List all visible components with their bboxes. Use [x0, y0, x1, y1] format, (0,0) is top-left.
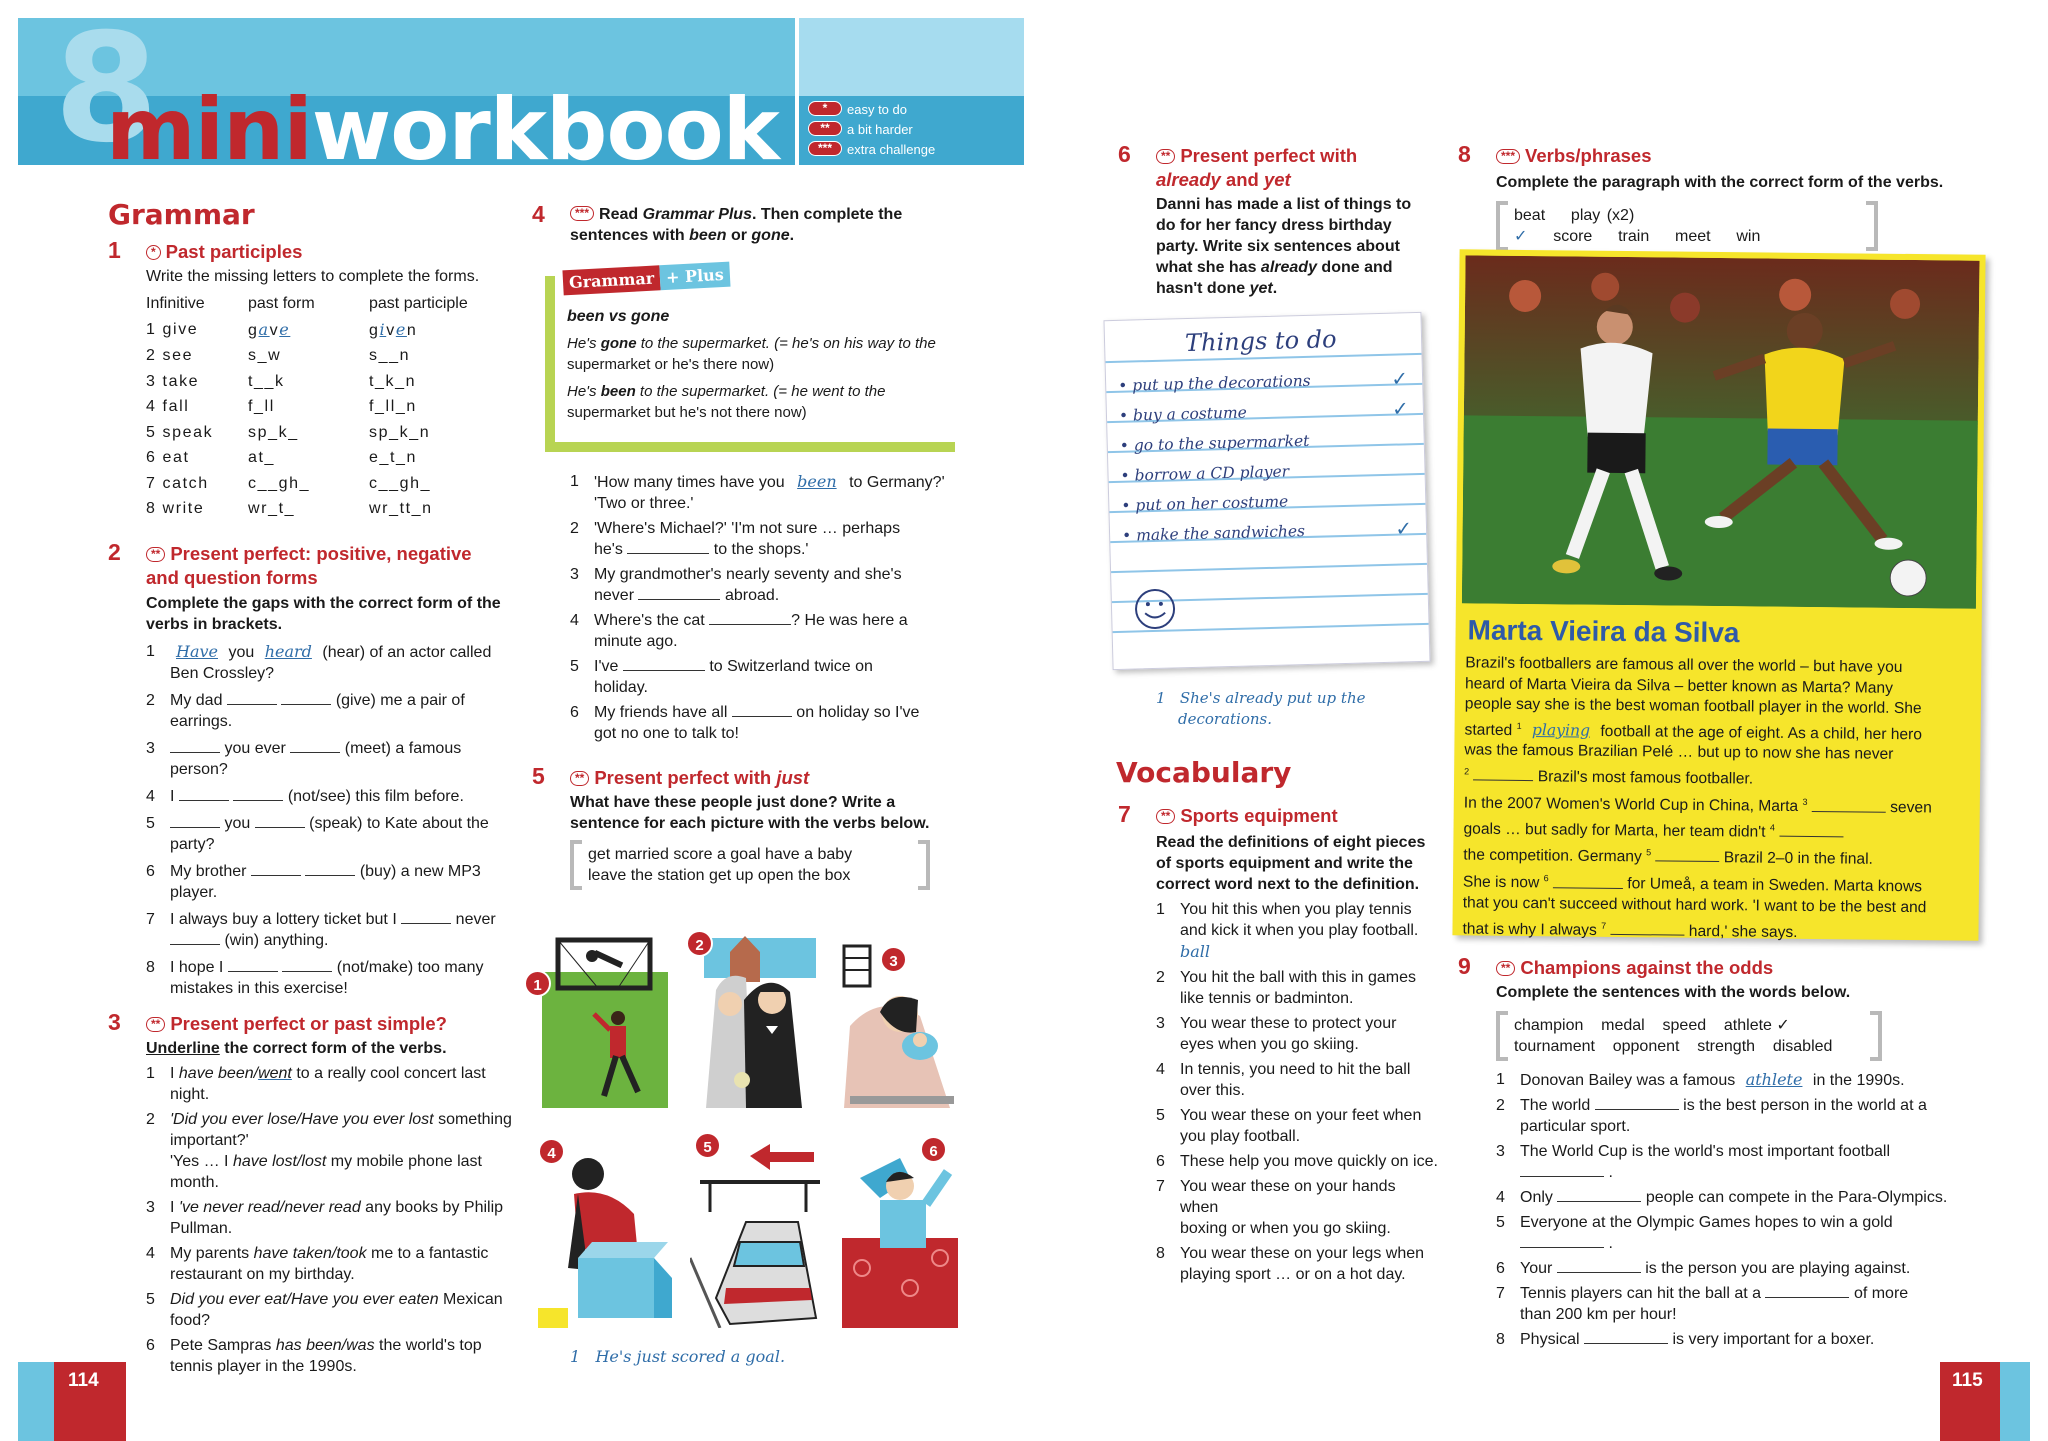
- list-item: 3 I 've never read/never read any books by Philip Pullman.: [146, 1199, 504, 1237]
- legend-text: a bit harder: [847, 122, 913, 137]
- instruction: Write the missing letters to complete the forms.: [146, 268, 480, 285]
- word-box: champion medal speed athlete ✓ tournament opponent strength disabled: [1496, 1011, 1882, 1061]
- cell: f_ll: [248, 398, 275, 415]
- list-item: 4 In tennis, you need to hit the ball over this.: [1156, 1061, 1411, 1099]
- picture-badge: 4: [538, 1138, 565, 1165]
- article-text: Brazil's footballers are famous all over the world – but have you heard of Marta Vieira da Silva – better known as Marta? Many people say she is the best woman football player in the world. She started $^1$ playing football at the age of eight. As a child, her hero was the famous Brazilian Pelé … but up to now she has never $^2$ Brazil's most famous footballer. In the 2007 Women's World Cup in China, Marta $^3$ seven goals … but sadly for Marta, her team didn't $^4$ the competition. Germany $^5$ Brazil 2–0 in the final. She is now $^6$ for Umeå, a team in Sweden. Marta knows that you can't succeed without hard work. 'I want to be the best and that is why I always $^7$ hard,' she says.: [1462, 654, 1932, 941]
- list-item: • buy a costume ✓: [1118, 396, 1410, 425]
- cell: f_ll_n: [369, 398, 417, 415]
- table-row: [146, 445, 468, 471]
- table-row: [146, 420, 468, 446]
- list-item: 4 Where's the cat ? He was here a minute ago.: [570, 612, 908, 650]
- list-item: 2 My dad (give) me a pair of earrings.: [146, 692, 465, 730]
- text: never: [455, 911, 496, 928]
- column-header: Infinitive: [146, 295, 205, 312]
- difficulty-stars: **: [146, 1017, 165, 1032]
- list-item: 1 'How many times have you been to Germany?' 'Two or three.': [570, 472, 945, 512]
- list-item: 6 My friends have all on holiday so I've got no one to talk to!: [570, 704, 920, 742]
- instruction: Complete the sentences with the words below.: [1496, 984, 1851, 1001]
- cell: c__gh_: [369, 474, 432, 492]
- table-row: [146, 471, 468, 497]
- banner-title-mini: mini: [106, 80, 312, 165]
- goal-scene-illustration: [538, 936, 672, 1108]
- cell: at_: [248, 449, 276, 466]
- list-item: 7 You wear these on your hands when boxing or when you go skiing.: [1156, 1178, 1396, 1237]
- text: My dad: [170, 692, 223, 709]
- instruction: What have these people just done? Write a: [570, 794, 896, 811]
- table-row: [146, 496, 468, 522]
- grammar-plus-example: He's gone to the supermarket. (= he's on his way to the supermarket or he's there now): [567, 335, 936, 373]
- column-header: past participle: [369, 295, 468, 312]
- exercise-4: 4 *** Read Grammar Plus. Then complete the sentences with been or gone.: [532, 201, 903, 244]
- cell: sp_k_: [248, 423, 299, 441]
- list-item: 4 I (not/see) this film before.: [146, 788, 464, 805]
- exercise-5: 5 ** Present perfect with just What have these people just done? Write a sentence for each picture with the verbs below. get married score a goal have a baby leave the station get up open the box: [532, 766, 952, 890]
- cell: given: [369, 319, 418, 339]
- exercise-9: 9 ** Champions against the odds Complete the sentences with the words below. champion medal speed athlete ✓ tournament opponent strength disabled 1 Donovan Bailey was a famous athlete in the 1990s. 2 The world is the best person in the world at a particular sport. 3 The World Cup is the world's most important football . 4 Only people can compete in the Para-Olympics. 5 Everyone at the Olympic Games hopes to win a gold . 6 Your is the person you are playing against. 7 Tennis players can hit the ball at a of more than 200 km per hour! 8 Physical is very important for a boxer.: [1458, 956, 1978, 1352]
- text: you ever: [224, 740, 286, 757]
- table-row: [146, 317, 468, 344]
- list-item: 3 The World Cup is the world's most important football .: [1496, 1143, 1891, 1181]
- grammar-plus-title: been vs gone: [567, 308, 670, 325]
- answer: been: [797, 472, 837, 491]
- cell: t__k: [248, 372, 285, 390]
- text: My brother: [170, 863, 247, 880]
- cell: e_t_n: [369, 449, 418, 466]
- list-item: 7 I always buy a lottery ticket but I never (win) anything.: [146, 911, 496, 949]
- banner-title-workbook: workbook: [311, 80, 779, 165]
- text: you: [224, 815, 251, 832]
- list-item: 2 You hit the ball with this in games like tennis or badminton.: [1156, 969, 1416, 1007]
- exercise-number: 3: [108, 1009, 121, 1035]
- notebook-title: Things to do: [1184, 325, 1337, 358]
- difficulty-stars: *: [146, 245, 161, 260]
- text: I hope I: [170, 959, 224, 976]
- grammar-plus-example: He's been to the supermarket. (= he went to the supermarket but he's not there now): [567, 383, 886, 421]
- text: earrings.: [170, 713, 233, 730]
- cell: 1 give: [146, 321, 199, 338]
- smiley-icon: [1131, 585, 1178, 632]
- cell: gave: [248, 319, 291, 339]
- exercise-title: Present perfect: positive, negative: [170, 543, 472, 564]
- cell: 7 catch: [146, 474, 209, 492]
- list-item: 6 These help you move quickly on ice.: [1156, 1153, 1438, 1170]
- exercise-8: 8 *** Verbs/phrases Complete the paragraph with the correct form of the verbs. beat play (x2) ✓ score train meet win: [1458, 144, 1978, 251]
- instruction: Complete the gaps with the correct form of the verbs in brackets.: [146, 595, 501, 633]
- list-item: 8 Physical is very important for a boxer.: [1496, 1331, 1875, 1348]
- picture-wedding: [686, 930, 826, 1108]
- list-item: 8 You wear these on your legs when playing sport … or on a hot day.: [1156, 1245, 1425, 1283]
- table-row: [146, 369, 468, 395]
- difficulty-stars: **: [1496, 961, 1515, 976]
- picture-badge: 2: [686, 930, 713, 957]
- list-item: 6 Pete Sampras has been/was the world's top tennis player in the 1990s.: [146, 1337, 482, 1375]
- list-item: 2 'Where's Michael?' 'I'm not sure … perhaps he's to the shops.': [570, 520, 901, 558]
- things-to-do-notebook: [1103, 312, 1430, 670]
- grammar-plus-label: Grammar + Plus: [563, 264, 731, 295]
- grammar-heading: Grammar: [108, 198, 255, 231]
- exercise-title: Past participles: [165, 241, 303, 262]
- list-item: 6 My brother (buy) a new MP3 player.: [146, 863, 481, 901]
- list-item: 5 You wear these on your feet when you play football.: [1156, 1107, 1422, 1145]
- exercise-number: 1: [108, 237, 121, 263]
- text: (buy) a new MP3: [359, 863, 481, 880]
- answer: i: [379, 319, 387, 339]
- text: (speak) to Kate about the: [309, 815, 489, 832]
- picture-badge: 6: [920, 1136, 947, 1163]
- cell: s__n: [369, 347, 411, 364]
- banner: [18, 18, 1024, 165]
- picture-baby: [840, 936, 960, 1108]
- exercise-number: 5: [532, 763, 545, 789]
- grammar-plus-box: [545, 262, 955, 452]
- marta-panel: [1452, 249, 1985, 940]
- cell: t_k_n: [369, 372, 417, 390]
- list-item: 5 Everyone at the Olympic Games hopes to win a gold .: [1496, 1214, 1893, 1252]
- list-item: 2 'Did you ever lose/Have you ever lost something important?' 'Yes … I have lost/lost my mobile phone last month.: [146, 1111, 512, 1191]
- cell: 5 speak: [146, 423, 214, 441]
- difficulty-stars: **: [1156, 809, 1175, 824]
- vocabulary-heading: Vocabulary: [1116, 756, 1292, 789]
- word-box: get married score a goal have a baby leave the station get up open the box: [570, 840, 930, 890]
- list-item: • borrow a CD player: [1120, 462, 1290, 485]
- cell: c__gh_: [248, 474, 311, 492]
- answer: Have: [176, 642, 218, 661]
- answer: a: [258, 319, 270, 339]
- list-item: • put up the decorations ✓: [1117, 366, 1409, 395]
- exercise-number: 8: [1458, 141, 1471, 167]
- picture-get-up: [840, 1138, 960, 1328]
- text: (not/see) this film before.: [287, 788, 464, 805]
- list-item: 1 Have you heard (hear) of an actor called Ben Crossley?: [146, 642, 492, 682]
- instruction-underline: Underline: [146, 1040, 220, 1057]
- exercise-6: 6 ** Present perfect with already and yet Danni has made a list of things to do for her fancy dress birthday party. Write six sentences about what she has already done and hasn't done yet.: [1118, 141, 1412, 297]
- legend-stars: *: [808, 101, 842, 116]
- cell: 2 see: [146, 347, 194, 364]
- picture-badge: 1: [524, 970, 551, 997]
- answer: e: [279, 319, 291, 339]
- text: (hear) of an actor called: [322, 644, 492, 661]
- getting-up-illustration: [840, 1138, 960, 1328]
- banner-number: 8: [54, 18, 159, 165]
- wedding-illustration: [686, 930, 826, 1108]
- list-item: 4 My parents have taken/took me to a fantastic restaurant on my birthday.: [146, 1245, 489, 1283]
- participle-table: [146, 291, 468, 522]
- list-item: 7 Tennis players can hit the ball at a of more than 200 km per hour!: [1496, 1285, 1909, 1323]
- text: Ben Crossley?: [170, 665, 275, 682]
- picture-box: [538, 1138, 678, 1328]
- legend-stars: **: [808, 121, 842, 136]
- legend-stars: ***: [808, 141, 842, 156]
- answer: heard: [264, 642, 312, 661]
- table-row: [146, 343, 468, 369]
- exercise-7: 7 ** Sports equipment Read the definitions of eight pieces of sports equipment and write the correct word next to the definition. 1 You hit this when you play tennis and kick it when you play football. ball 2 You hit the ball with this in games like tennis or badminton. 3 You wear these to protect your eyes when you go skiing. 4 In tennis, you need to hit the ball over this. 5 You wear these on your feet when you play football. 6 These help you move quickly on ice. 7 You wear these on your hands when boxing or when you go skiing. 8 You wear these on your legs when playing sport … or on a hot day.: [1118, 801, 1438, 1283]
- cell: 8 write: [146, 500, 205, 517]
- cell: wr_t_: [248, 500, 296, 517]
- text: (meet) a famous: [344, 740, 462, 757]
- cell: 4 fall: [146, 398, 190, 415]
- text: mistakes in this exercise!: [170, 980, 348, 997]
- text: person?: [170, 761, 228, 778]
- legend-text: easy to do: [847, 102, 907, 117]
- exercise-title: Present perfect or past simple?: [170, 1013, 447, 1034]
- list-item: 1 You hit this when you play tennis and kick it when you play football. ball: [1156, 901, 1419, 961]
- page-number: 115: [1952, 1370, 1983, 1391]
- text: you: [228, 644, 255, 661]
- exercise-1: [108, 237, 508, 522]
- cell: 3 take: [146, 372, 200, 390]
- train-leaving-illustration: [690, 1138, 826, 1328]
- list-item: 2 The world is the best person in the world at a particular sport.: [1496, 1097, 1927, 1135]
- list-item: • make the sandwiches ✓: [1121, 516, 1413, 545]
- difficulty-stars: **: [146, 547, 165, 562]
- picture-train: [690, 1138, 826, 1328]
- picture-grid: [530, 920, 970, 1340]
- picture-goal: [533, 936, 672, 1108]
- list-item: • put on her costume: [1121, 492, 1289, 515]
- difficulty-stars: ***: [1496, 149, 1520, 164]
- list-item: • go to the supermarket: [1119, 431, 1310, 455]
- text: I: [170, 788, 175, 805]
- exercise-4-items: [570, 471, 970, 746]
- list-item: 3 You wear these to protect your eyes when you go skiing.: [1156, 1015, 1397, 1053]
- page-number: 114: [68, 1370, 99, 1391]
- answer: ball: [1180, 942, 1211, 961]
- instruction: sentence for each picture with the verbs below.: [570, 815, 930, 832]
- difficulty-stars: ***: [570, 206, 594, 221]
- page-number-tab: [1940, 1362, 2030, 1441]
- exercise-number: 2: [108, 539, 121, 565]
- exercise-number: 6: [1118, 141, 1131, 167]
- list-item: 1 Donovan Bailey was a famous athlete in the 1990s.: [1496, 1070, 1905, 1089]
- banner-title: [106, 80, 779, 165]
- example-answer: 1 He's just scored a goal.: [570, 1347, 786, 1366]
- exercise-title-cont: and question forms: [146, 567, 318, 588]
- exercise-number: 4: [532, 201, 545, 227]
- example-answer: 1 She's already put up the decorations.: [1156, 689, 1366, 728]
- text: player.: [170, 884, 218, 901]
- difficulty-stars: **: [570, 771, 589, 786]
- list-item: 5 I've to Switzerland twice on holiday.: [570, 658, 873, 696]
- open-box-illustration: [538, 1138, 678, 1328]
- text: party?: [170, 836, 215, 853]
- player-name: Marta Vieira da Silva: [1467, 614, 1740, 649]
- page-number-tab: [18, 1362, 108, 1441]
- list-item: 4 Only people can compete in the Para-Olympics.: [1496, 1189, 1948, 1206]
- cell: wr_tt_n: [369, 500, 433, 517]
- instruction: the correct form of the verbs.: [224, 1040, 447, 1057]
- list-item: 5 you (speak) to Kate about the party?: [146, 815, 489, 853]
- legend-text: extra challenge: [847, 142, 936, 157]
- cell: 6 eat: [146, 449, 190, 466]
- picture-badge: 5: [694, 1132, 721, 1159]
- instruction: Complete the paragraph with the correct form of the verbs.: [1496, 174, 1944, 191]
- exercise-number: 7: [1118, 801, 1131, 827]
- list-item: 6 Your is the person you are playing against.: [1496, 1260, 1911, 1277]
- list-item: 3 you ever (meet) a famous person?: [146, 740, 462, 778]
- text: I always buy a lottery ticket but I: [170, 911, 397, 928]
- exercise-2: [108, 539, 518, 1001]
- exercise-number: 9: [1458, 953, 1471, 979]
- difficulty-stars: **: [1156, 149, 1175, 164]
- picture-badge: 3: [880, 946, 907, 973]
- notebook-list: [1118, 363, 1413, 551]
- exercise-3: [108, 1009, 528, 1379]
- table-row: [146, 394, 468, 420]
- text: (give) me a pair of: [335, 692, 465, 709]
- word-box: beat play (x2) ✓ score train meet win: [1496, 201, 1878, 251]
- football-photo: [1462, 255, 1980, 608]
- column-header: past form: [248, 295, 315, 312]
- list-item: 8 I hope I (not/make) too many mistakes in this exercise!: [146, 959, 484, 997]
- list-item: 1 I have been/went to a really cool concert last night.: [146, 1065, 486, 1103]
- cell: sp_k_n: [369, 423, 431, 441]
- text: (not/make) too many: [336, 959, 484, 976]
- list-item: 3 My grandmother's nearly seventy and she's never abroad.: [570, 566, 902, 604]
- list-item: 5 Did you ever eat/Have you ever eaten Mexican food?: [146, 1291, 503, 1329]
- difficulty-legend: [808, 100, 935, 160]
- answer: playing: [1531, 720, 1591, 740]
- cell: s_w: [248, 347, 282, 364]
- answer: athlete: [1745, 1070, 1803, 1089]
- text: (win) anything.: [224, 932, 329, 949]
- answer: e: [395, 319, 407, 339]
